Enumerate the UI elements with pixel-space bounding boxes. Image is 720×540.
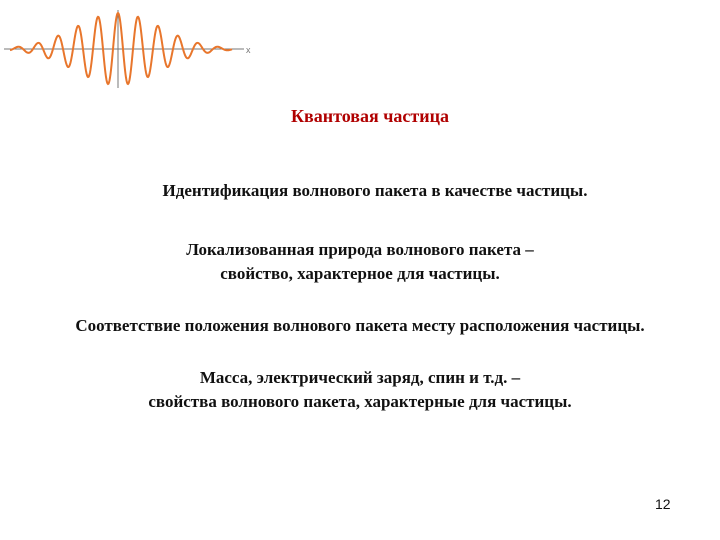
paragraph-identification: [15, 179, 720, 203]
paragraph-position: [0, 314, 720, 338]
x-axis-label: x: [246, 45, 251, 55]
paragraph-line: Масса, электрический заряд, спин и т.д. –: [199, 368, 521, 387]
page-number: 12: [655, 496, 671, 512]
paragraph-properties: [0, 366, 720, 414]
wave-packet-diagram: [0, 0, 260, 100]
paragraph-line: Локализованная природа волнового пакета –: [186, 240, 534, 259]
paragraph-line: Соответствие положения волнового пакета месту расположения частицы.: [75, 316, 645, 335]
paragraph-line: свойство, характерное для частицы.: [220, 264, 500, 283]
paragraph-line: свойства волнового пакета, характерные для частицы.: [148, 392, 572, 411]
paragraph-localization: [0, 238, 720, 286]
slide-title: Квантовая частица: [291, 106, 449, 126]
paragraph-line: Идентификация волнового пакета в качестве частицы.: [162, 181, 588, 200]
